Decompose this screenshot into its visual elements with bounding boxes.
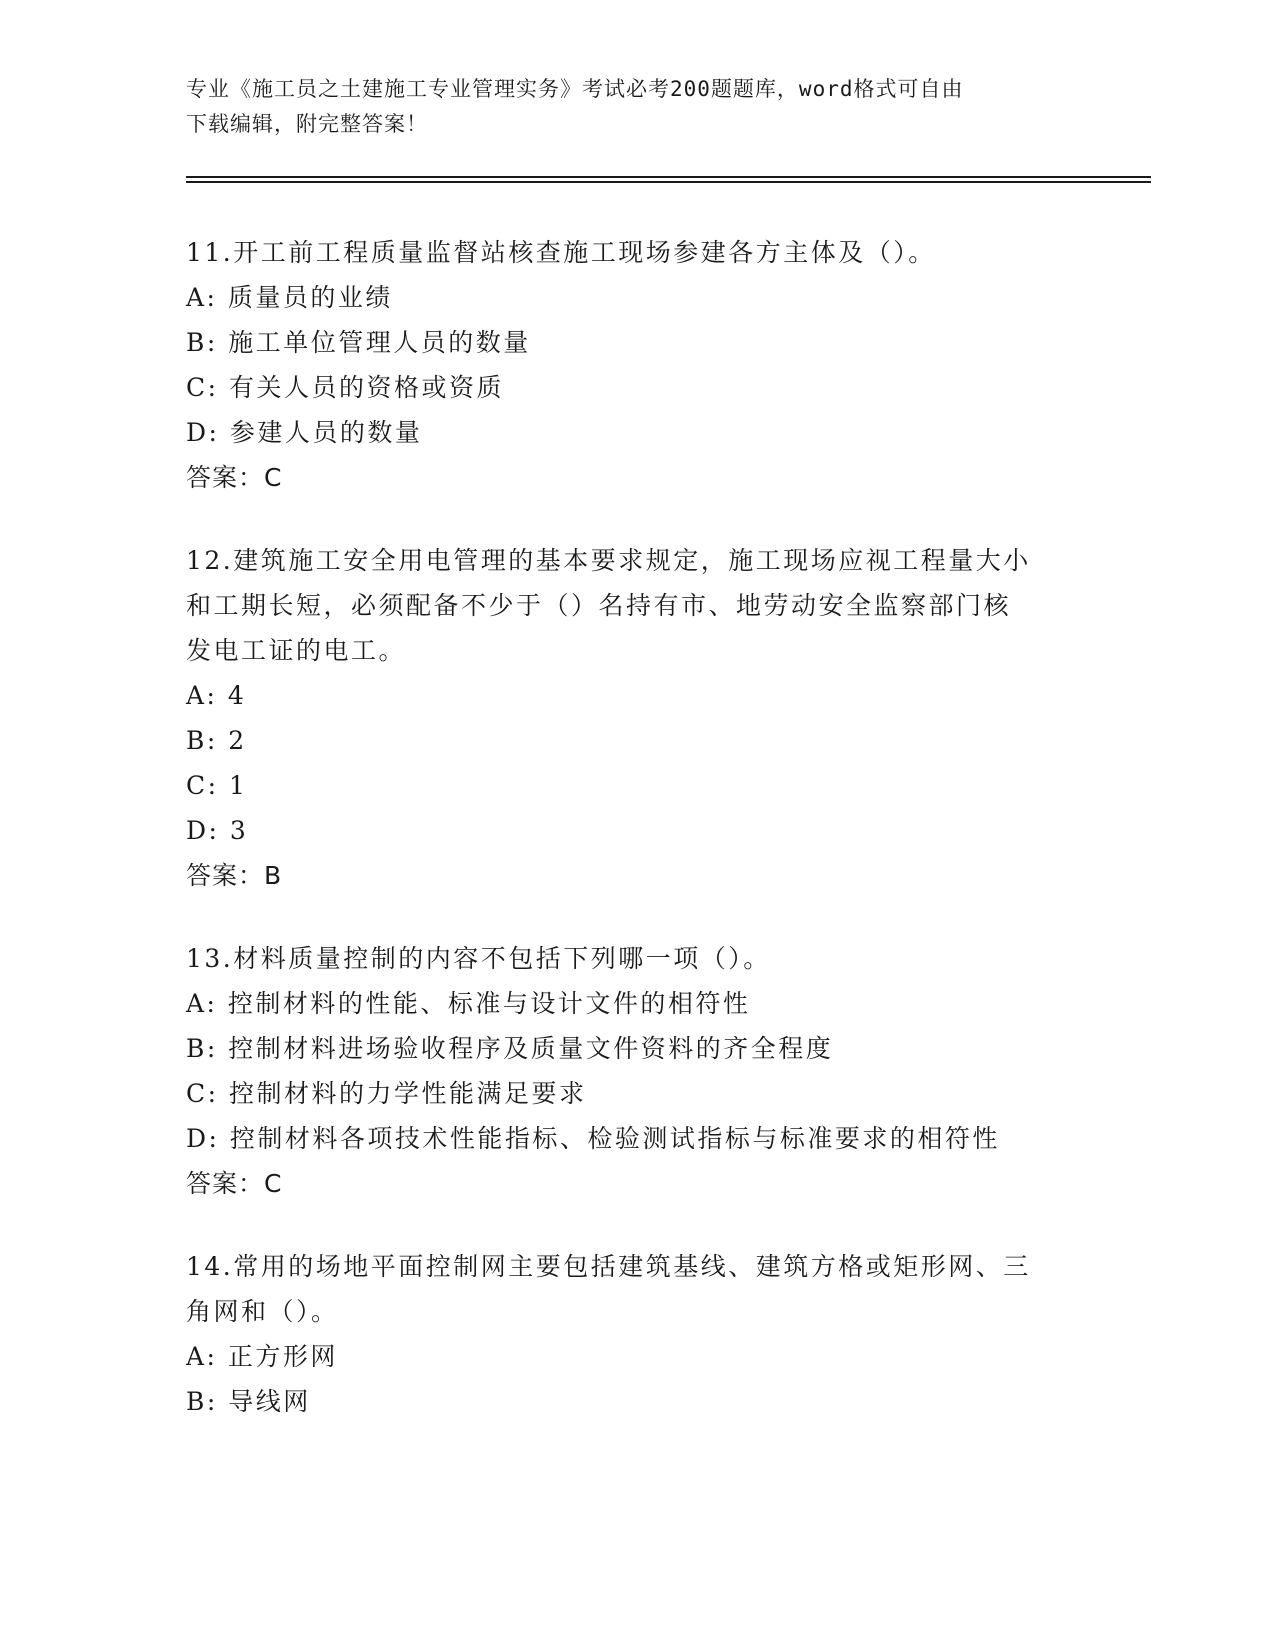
- answer-label: 答案：C: [186, 1169, 283, 1198]
- option-d: D: 控制材料各项技术性能指标、检验测试指标与标准要求的相符性: [186, 1124, 1000, 1153]
- question-12: [186, 538, 1086, 898]
- header-divider-bottom: [186, 181, 1151, 183]
- header-divider-top: [186, 176, 1151, 178]
- option-a: A: 正方形网: [186, 1342, 338, 1371]
- option-d: D: 参建人员的数量: [186, 418, 423, 447]
- option-b: B: 导线网: [186, 1387, 311, 1416]
- header-line-1: 专业《施工员之土建施工专业管理实务》考试必考200题题库，word格式可自由: [186, 77, 964, 101]
- option-c: C: 有关人员的资格或资质: [186, 373, 504, 402]
- question-stem: 12.建筑施工安全用电管理的基本要求规定，施工现场应视工程量大小: [186, 546, 1031, 575]
- question-stem: 14.常用的场地平面控制网主要包括建筑基线、建筑方格或矩形网、三: [186, 1252, 1031, 1281]
- option-a: A: 控制材料的性能、标准与设计文件的相符性: [186, 989, 751, 1018]
- option-d: D: 3: [186, 816, 249, 845]
- option-b: B: 控制材料进场验收程序及质量文件资料的齐全程度: [186, 1034, 834, 1063]
- question-stem: 角网和（）。: [186, 1297, 339, 1326]
- question-stem: 发电工证的电工。: [186, 636, 407, 665]
- question-stem: 和工期长短，必须配备不少于（）名持有市、地劳动安全监察部门核: [186, 591, 1012, 620]
- option-b: B: 2: [186, 726, 247, 755]
- document-header: [186, 72, 1066, 142]
- question-stem: 13.材料质量控制的内容不包括下列哪一项（）。: [186, 944, 771, 973]
- answer-label: 答案：B: [186, 861, 283, 890]
- option-c: C: 控制材料的力学性能满足要求: [186, 1079, 587, 1108]
- answer-label: 答案：C: [186, 463, 283, 492]
- option-a: A: 4: [186, 681, 247, 710]
- question-stem: 11.开工前工程质量监督站核查施工现场参建各方主体及（）。: [186, 238, 936, 267]
- header-line-2: 下载编辑，附完整答案！: [186, 112, 428, 136]
- question-11: [186, 230, 1086, 500]
- option-a: A: 质量员的业绩: [186, 283, 393, 312]
- question-13: [186, 936, 1086, 1206]
- option-b: B: 施工单位管理人员的数量: [186, 328, 531, 357]
- option-c: C: 1: [186, 771, 248, 800]
- question-14: [186, 1244, 1086, 1424]
- question-list: [186, 230, 1086, 1462]
